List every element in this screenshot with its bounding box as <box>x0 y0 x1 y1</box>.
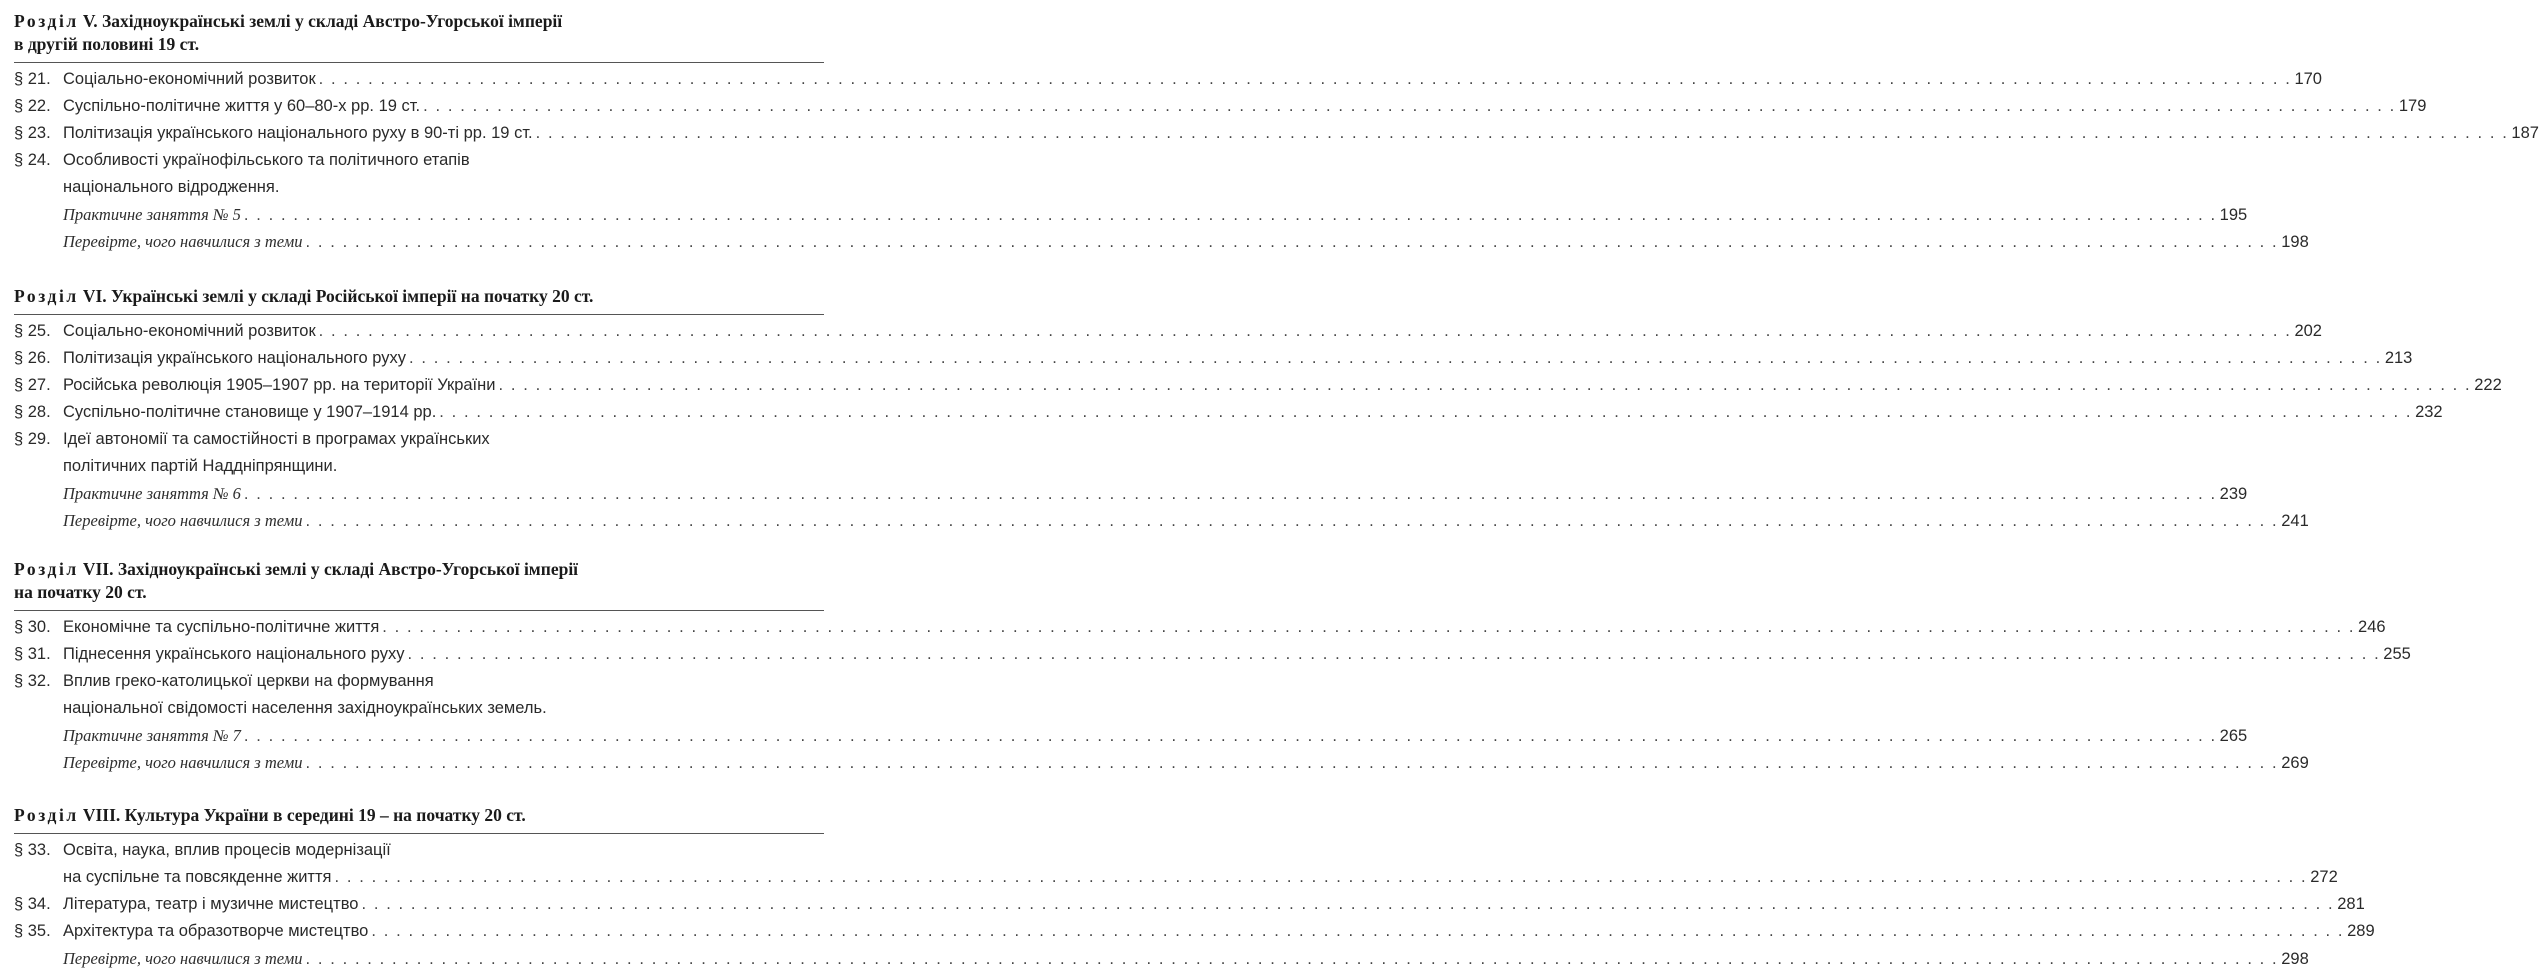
section-word: Розділ <box>14 11 79 31</box>
paragraph-number: § 34. <box>14 895 51 913</box>
toc-section <box>14 558 2411 776</box>
page-number: 179 <box>2398 97 2427 115</box>
paragraph-number: § 33. <box>14 841 51 859</box>
section-heading-line <box>14 285 824 308</box>
toc-entry[interactable] <box>14 453 824 480</box>
page-number: 213 <box>2384 349 2413 367</box>
toc-entry[interactable] <box>14 614 2386 641</box>
paragraph-number: § 27. <box>14 376 51 394</box>
entry-title: Піднесення українського національного руху <box>63 645 405 663</box>
entry-title: Особливості українофільського та політичного етапів <box>63 151 470 169</box>
section-title-text: в другій половині 19 ст. <box>14 34 200 54</box>
entry-title: Перевірте, чого навчилися з теми <box>63 949 303 968</box>
paragraph-number: § 32. <box>14 672 51 690</box>
toc-entry-list <box>14 614 2411 776</box>
toc-entry-list <box>14 318 2502 534</box>
toc-summary-link[interactable] <box>14 722 2248 749</box>
entry-title: Освіта, наука, вплив процесів модернізації <box>63 841 391 859</box>
section-title-text: на початку 20 ст. <box>14 582 147 602</box>
toc-entry[interactable] <box>14 864 2338 891</box>
entry-title: Суспільно-політичне становище у 1907–1914 рр. <box>63 403 437 421</box>
dot-leader: . . . . . . . . . . . . . . . . . . . . . . . . . . . . . . . . . . . . . . . . . . . . . . . . . . . . . . . . . . . . . . . . . . . . . . . . . . . . . . . . . . . . . . . . . . . . . . . . . . . . . . . . . . . . . . . . . . . . . . . . . . . . . . . . . . . . . . . . . . . . . . . . . . . . . . . . . . . . . . . . <box>423 97 2396 115</box>
paragraph-number: § 35. <box>14 922 51 940</box>
paragraph-number: § 21. <box>14 70 51 88</box>
section-heading <box>14 804 824 827</box>
page-number: 232 <box>2415 403 2443 421</box>
toc-entry[interactable] <box>14 120 2539 147</box>
dot-leader: . . . . . . . . . . . . . . . . . . . . . . . . . . . . . . . . . . . . . . . . . . . . . . . . . . . . . . . . . . . . . . . . . . . . . . . . . . . . . . . . . . . . . . . . . . . . . . . . . . . . . . . . . . . . . . . . . . . . . . . . . . . . . . . . . . . . . . . . . . . . . . . . . . . . . . . . . . . . . . . . <box>439 403 2413 421</box>
entry-title: Російська революція 1905–1907 рр. на території України <box>63 376 496 394</box>
dot-leader: . . . . . . . . . . . . . . . . . . . . . . . . . . . . . . . . . . . . . . . . . . . . . . . . . . . . . . . . . . . . . . . . . . . . . . . . . . . . . . . . . . . . . . . . . . . . . . . . . . . . . . . . . . . . . . . . . . . . . . . . . . . . . . . . . . . . . . . . . . . . . . . . . . . . . . . . . . . . . . . . <box>409 349 2382 367</box>
entry-title: Політизація українського національного руху <box>63 349 407 367</box>
toc-summary-link[interactable] <box>14 945 2309 972</box>
section-word: Розділ <box>14 286 79 306</box>
page-number: 281 <box>2337 895 2365 913</box>
dot-leader: . . . . . . . . . . . . . . . . . . . . . . . . . . . . . . . . . . . . . . . . . . . . . . . . . . . . . . . . . . . . . . . . . . . . . . . . . . . . . . . . . . . . . . . . . . . . . . . . . . . . . . . . . . . . . . . . . . . . . . . . . . . . . . . . . . . . . . . . . . . . . . . . . . . . . . . . . . . . . . . . <box>535 124 2509 142</box>
entry-title: національної свідомості населення західноукраїнських земель. <box>63 699 547 717</box>
toc-entry[interactable] <box>14 918 2375 945</box>
toc-entry[interactable] <box>14 174 824 201</box>
section-title-text: VIII. Культура України в середині 19 – на початку 20 ст. <box>82 805 526 825</box>
entry-title: Політизація українського національного руху в 90-ті рр. 19 ст. <box>63 124 533 142</box>
toc-entry[interactable] <box>14 641 2411 668</box>
entry-title: Практичне заняття № 7 <box>63 726 241 745</box>
toc-entry[interactable] <box>14 837 824 864</box>
page-number: 222 <box>2474 376 2502 394</box>
page-number: 241 <box>2281 512 2309 530</box>
toc-section <box>14 285 2502 534</box>
toc-entry[interactable] <box>14 891 2365 918</box>
toc-entry[interactable] <box>14 147 824 174</box>
paragraph-number: § 30. <box>14 618 51 636</box>
entry-title: Соціально-економічний розвиток <box>63 322 316 340</box>
paragraph-number: § 22. <box>14 97 51 115</box>
toc-entry[interactable] <box>14 372 2502 399</box>
section-divider <box>14 62 824 63</box>
toc-entry[interactable] <box>14 399 2443 426</box>
page-number: 170 <box>2294 70 2322 88</box>
entry-title: Перевірте, чого навчилися з теми <box>63 232 303 251</box>
dot-leader: . . . . . . . . . . . . . . . . . . . . . . . . . . . . . . . . . . . . . . . . . . . . . . . . . . . . . . . . . . . . . . . . . . . . . . . . . . . . . . . . . . . . . . . . . . . . . . . . . . . . . . . . . . . . . . . . . . . . . . . . . . . . . . . . . . . . . . . . . . . . . . . . . . . . . . . . . . . . . . . . <box>243 485 2217 503</box>
section-heading <box>14 10 824 56</box>
page-number: 187 <box>2511 124 2539 142</box>
toc-entry[interactable] <box>14 426 824 453</box>
dot-leader: . . . . . . . . . . . . . . . . . . . . . . . . . . . . . . . . . . . . . . . . . . . . . . . . . . . . . . . . . . . . . . . . . . . . . . . . . . . . . . . . . . . . . . . . . . . . . . . . . . . . . . . . . . . . . . . . . . . . . . . . . . . . . . . . . . . . . . . . . . . . . . . . . . . . . . . . . . . . . . . . <box>305 233 2279 251</box>
section-heading-line <box>14 558 824 581</box>
entry-title: Суспільно-політичне життя у 60–80-х рр. 19 ст. <box>63 97 421 115</box>
toc-summary-link[interactable] <box>14 228 2309 255</box>
entry-title: Соціально-економічний розвиток <box>63 70 316 88</box>
entry-title: національного відродження. <box>63 178 280 196</box>
entry-title: Практичне заняття № 5 <box>63 205 241 224</box>
toc-summary-link[interactable] <box>14 480 2248 507</box>
dot-leader: . . . . . . . . . . . . . . . . . . . . . . . . . . . . . . . . . . . . . . . . . . . . . . . . . . . . . . . . . . . . . . . . . . . . . . . . . . . . . . . . . . . . . . . . . . . . . . . . . . . . . . . . . . . . . . . . . . . . . . . . . . . . . . . . . . . . . . . . . . . . . . . . . . . . . . . . . . . . . . . . <box>243 727 2217 745</box>
paragraph-number: § 29. <box>14 430 51 448</box>
toc-section <box>14 804 2375 972</box>
paragraph-number: § 25. <box>14 322 51 340</box>
page-number: 246 <box>2358 618 2386 636</box>
page-number: 289 <box>2347 922 2375 940</box>
dot-leader: . . . . . . . . . . . . . . . . . . . . . . . . . . . . . . . . . . . . . . . . . . . . . . . . . . . . . . . . . . . . . . . . . . . . . . . . . . . . . . . . . . . . . . . . . . . . . . . . . . . . . . . . . . . . . . . . . . . . . . . . . . . . . . . . . . . . . . . . . . . . . . . . . . . . . . . . . . . . . . . . <box>361 895 2335 913</box>
section-title-text: VII. Західноукраїнські землі у складі Австро-Угорської імперії <box>82 559 579 579</box>
page-number: 272 <box>2310 868 2338 886</box>
section-divider <box>14 610 824 611</box>
entry-title: Економічне та суспільно-політичне життя <box>63 618 380 636</box>
page-number: 195 <box>2219 206 2248 224</box>
toc-section <box>14 10 2539 255</box>
entry-title: Література, театр і музичне мистецтво <box>63 895 359 913</box>
dot-leader: . . . . . . . . . . . . . . . . . . . . . . . . . . . . . . . . . . . . . . . . . . . . . . . . . . . . . . . . . . . . . . . . . . . . . . . . . . . . . . . . . . . . . . . . . . . . . . . . . . . . . . . . . . . . . . . . . . . . . . . . . . . . . . . . . . . . . . . . . . . . . . . . . . . . . . . . . . . . . . . . <box>305 512 2279 530</box>
toc-entry[interactable] <box>14 66 2322 93</box>
page-number: 202 <box>2294 322 2322 340</box>
dot-leader: . . . . . . . . . . . . . . . . . . . . . . . . . . . . . . . . . . . . . . . . . . . . . . . . . . . . . . . . . . . . . . . . . . . . . . . . . . . . . . . . . . . . . . . . . . . . . . . . . . . . . . . . . . . . . . . . . . . . . . . . . . . . . . . . . . . . . . . . . . . . . . . . . . . . . . . . . . . . . . . . <box>371 922 2345 940</box>
toc-summary-link[interactable] <box>14 201 2248 228</box>
dot-leader: . . . . . . . . . . . . . . . . . . . . . . . . . . . . . . . . . . . . . . . . . . . . . . . . . . . . . . . . . . . . . . . . . . . . . . . . . . . . . . . . . . . . . . . . . . . . . . . . . . . . . . . . . . . . . . . . . . . . . . . . . . . . . . . . . . . . . . . . . . . . . . . . . . . . . . . . . . . . . . . . <box>318 70 2292 88</box>
toc-summary-link[interactable] <box>14 507 2309 534</box>
toc-entry[interactable] <box>14 93 2427 120</box>
section-heading-line <box>14 581 824 604</box>
page-number: 269 <box>2281 754 2309 772</box>
dot-leader: . . . . . . . . . . . . . . . . . . . . . . . . . . . . . . . . . . . . . . . . . . . . . . . . . . . . . . . . . . . . . . . . . . . . . . . . . . . . . . . . . . . . . . . . . . . . . . . . . . . . . . . . . . . . . . . . . . . . . . . . . . . . . . . . . . . . . . . . . . . . . . . . . . . . . . . . . . . . . . . . <box>305 950 2279 968</box>
dot-leader: . . . . . . . . . . . . . . . . . . . . . . . . . . . . . . . . . . . . . . . . . . . . . . . . . . . . . . . . . . . . . . . . . . . . . . . . . . . . . . . . . . . . . . . . . . . . . . . . . . . . . . . . . . . . . . . . . . . . . . . . . . . . . . . . . . . . . . . . . . . . . . . . . . . . . . . . . . . . . . . . <box>334 868 2308 886</box>
dot-leader: . . . . . . . . . . . . . . . . . . . . . . . . . . . . . . . . . . . . . . . . . . . . . . . . . . . . . . . . . . . . . . . . . . . . . . . . . . . . . . . . . . . . . . . . . . . . . . . . . . . . . . . . . . . . . . . . . . . . . . . . . . . . . . . . . . . . . . . . . . . . . . . . . . . . . . . . . . . . . . . . <box>498 376 2472 394</box>
dot-leader: . . . . . . . . . . . . . . . . . . . . . . . . . . . . . . . . . . . . . . . . . . . . . . . . . . . . . . . . . . . . . . . . . . . . . . . . . . . . . . . . . . . . . . . . . . . . . . . . . . . . . . . . . . . . . . . . . . . . . . . . . . . . . . . . . . . . . . . . . . . . . . . . . . . . . . . . . . . . . . . . <box>382 618 2356 636</box>
section-word: Розділ <box>14 805 79 825</box>
section-heading-line <box>14 33 824 56</box>
toc-entry[interactable] <box>14 695 824 722</box>
entry-title: Ідеї автономії та самостійності в програмах українських <box>63 430 490 448</box>
dot-leader: . . . . . . . . . . . . . . . . . . . . . . . . . . . . . . . . . . . . . . . . . . . . . . . . . . . . . . . . . . . . . . . . . . . . . . . . . . . . . . . . . . . . . . . . . . . . . . . . . . . . . . . . . . . . . . . . . . . . . . . . . . . . . . . . . . . . . . . . . . . . . . . . . . . . . . . . . . . . . . . . <box>305 754 2279 772</box>
entry-title: Архітектура та образотворче мистецтво <box>63 922 369 940</box>
section-divider <box>14 314 824 315</box>
paragraph-number: § 31. <box>14 645 51 663</box>
section-title-text: V. Західноукраїнські землі у складі Австро-Угорської імперії <box>82 11 563 31</box>
toc-summary-link[interactable] <box>14 749 2309 776</box>
section-heading-line <box>14 10 824 33</box>
entry-title: на суспільне та повсякденне життя <box>63 868 332 886</box>
section-divider <box>14 833 824 834</box>
dot-leader: . . . . . . . . . . . . . . . . . . . . . . . . . . . . . . . . . . . . . . . . . . . . . . . . . . . . . . . . . . . . . . . . . . . . . . . . . . . . . . . . . . . . . . . . . . . . . . . . . . . . . . . . . . . . . . . . . . . . . . . . . . . . . . . . . . . . . . . . . . . . . . . . . . . . . . . . . . . . . . . . <box>318 322 2292 340</box>
entry-title: Перевірте, чого навчилися з теми <box>63 511 303 530</box>
entry-title: Практичне заняття № 6 <box>63 484 241 503</box>
entry-title: політичних партій Наддніпрянщини. <box>63 457 338 475</box>
paragraph-number: § 26. <box>14 349 51 367</box>
toc-entry[interactable] <box>14 318 2322 345</box>
entry-title: Вплив греко-католицької церкви на формування <box>63 672 434 690</box>
toc-entry[interactable] <box>14 345 2413 372</box>
section-heading <box>14 558 824 604</box>
section-word: Розділ <box>14 559 79 579</box>
toc-entry-list <box>14 66 2539 255</box>
toc-entry[interactable] <box>14 668 824 695</box>
dot-leader: . . . . . . . . . . . . . . . . . . . . . . . . . . . . . . . . . . . . . . . . . . . . . . . . . . . . . . . . . . . . . . . . . . . . . . . . . . . . . . . . . . . . . . . . . . . . . . . . . . . . . . . . . . . . . . . . . . . . . . . . . . . . . . . . . . . . . . . . . . . . . . . . . . . . . . . . . . . . . . . . <box>243 206 2217 224</box>
paragraph-number: § 23. <box>14 124 51 142</box>
page-number: 198 <box>2281 233 2309 251</box>
section-heading <box>14 285 824 308</box>
section-heading-line <box>14 804 824 827</box>
paragraph-number: § 28. <box>14 403 51 421</box>
page-number: 298 <box>2281 950 2309 968</box>
dot-leader: . . . . . . . . . . . . . . . . . . . . . . . . . . . . . . . . . . . . . . . . . . . . . . . . . . . . . . . . . . . . . . . . . . . . . . . . . . . . . . . . . . . . . . . . . . . . . . . . . . . . . . . . . . . . . . . . . . . . . . . . . . . . . . . . . . . . . . . . . . . . . . . . . . . . . . . . . . . . . . . . <box>407 645 2381 663</box>
paragraph-number: § 24. <box>14 151 51 169</box>
page-number: 265 <box>2219 727 2248 745</box>
entry-title: Перевірте, чого навчилися з теми <box>63 753 303 772</box>
toc-entry-list <box>14 837 2375 972</box>
section-title-text: VI. Українські землі у складі Російської імперії на початку 20 ст. <box>82 286 594 306</box>
page-number: 255 <box>2383 645 2411 663</box>
page-number: 239 <box>2219 485 2248 503</box>
